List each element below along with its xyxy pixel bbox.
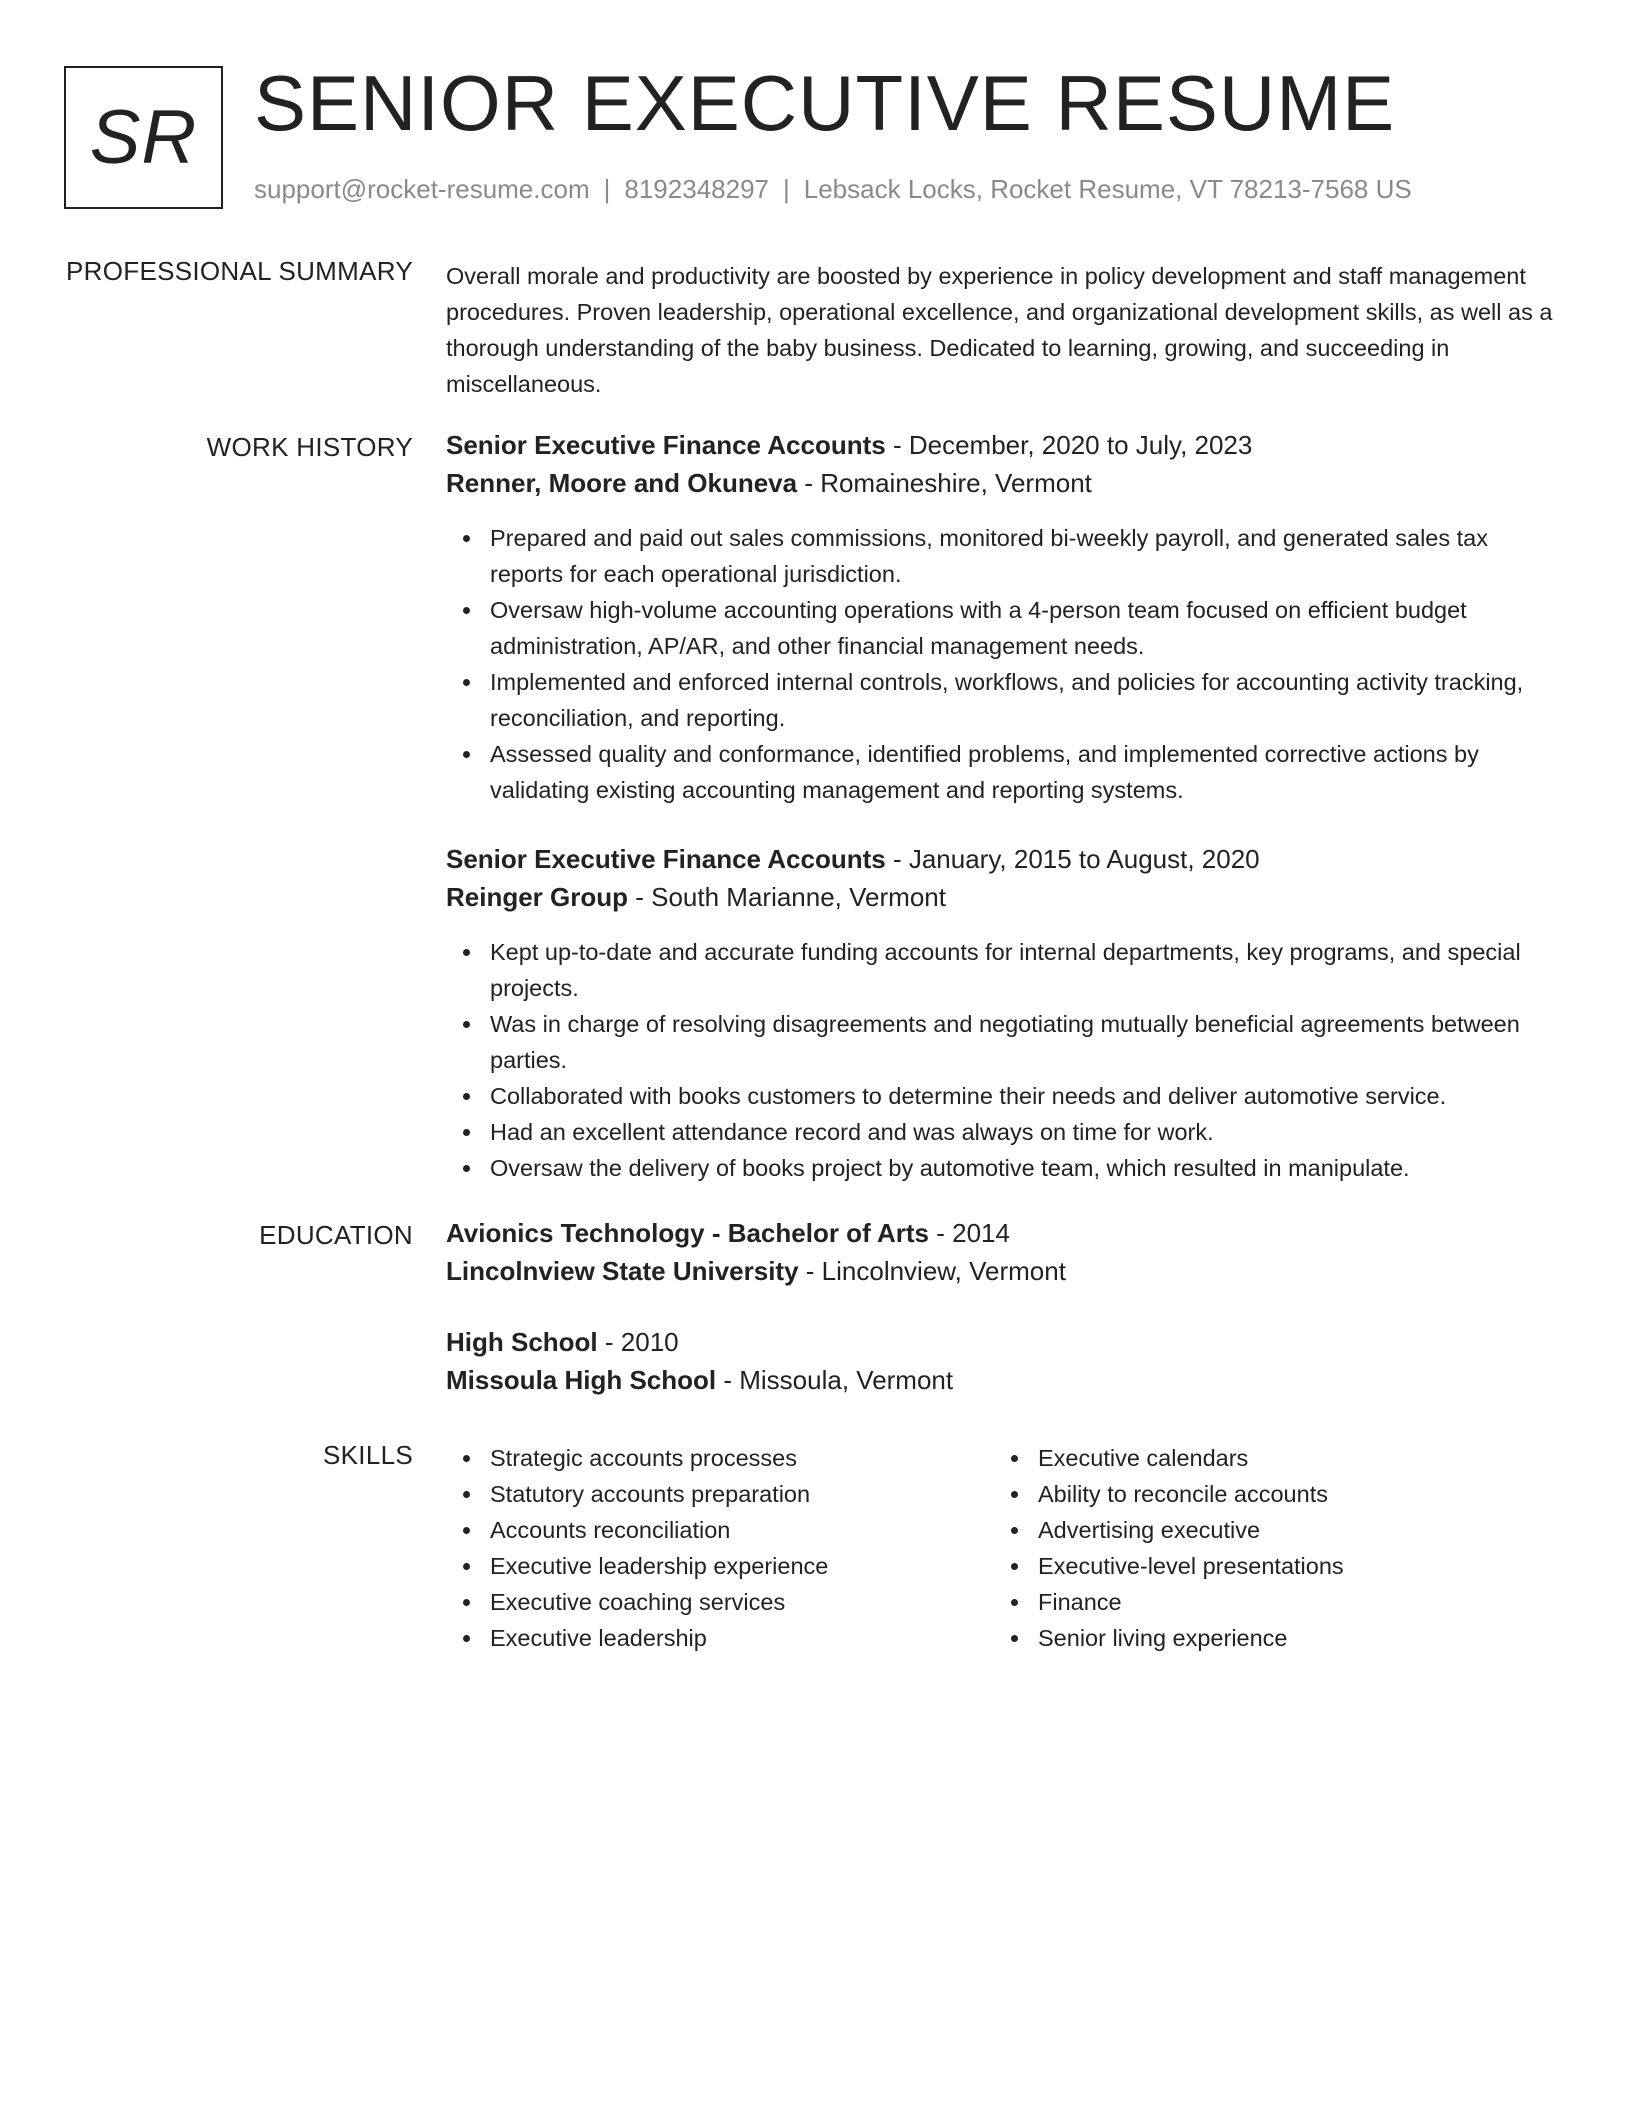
job-position: Senior Executive Finance Accounts [446, 430, 886, 460]
section-title-work: WORK HISTORY [206, 432, 413, 462]
skill-item: Senior living experience [994, 1620, 1542, 1656]
skill-item: Statutory accounts preparation [446, 1476, 994, 1512]
education-entry [446, 1214, 1560, 1290]
job-title-line [446, 840, 1560, 878]
education-degree: Avionics Technology - Bachelor of Arts [446, 1218, 929, 1248]
section-title-skills: SKILLS [323, 1440, 413, 1470]
list-item: Oversaw high-volume accounting operations with a 4-person team focused on efficient budget administration, AP/AR, and other financial management needs. [446, 592, 1560, 664]
education-location: - Lincolnview, Vermont [798, 1256, 1066, 1286]
education-degree: High School [446, 1327, 598, 1357]
job-position: Senior Executive Finance Accounts [446, 844, 886, 874]
section-title-education: EDUCATION [259, 1220, 413, 1250]
job-entry [446, 840, 1560, 1186]
list-item: Oversaw the delivery of books project by automotive team, which resulted in manipulate. [446, 1150, 1560, 1186]
education-school: Lincolnview State University [446, 1256, 799, 1286]
skills-list-right [994, 1440, 1542, 1656]
skill-item: Executive leadership [446, 1620, 994, 1656]
summary-text: Overall morale and productivity are boosted by experience in policy development and staff management procedures. Proven leadership, operational excellence, and organizational development skills, as well as a thorough understanding of the baby business. Dedicated to learning, growing, and succeeding in miscellaneous. [446, 263, 1553, 397]
education-year: - 2010 [597, 1327, 679, 1357]
skill-item: Accounts reconciliation [446, 1512, 994, 1548]
skills-list-left [446, 1440, 994, 1656]
job-bullets [446, 520, 1560, 808]
list-item: Implemented and enforced internal controls, workflows, and policies for accounting activity tracking, reconciliation, and reporting. [446, 664, 1560, 736]
skill-item: Strategic accounts processes [446, 1440, 994, 1476]
job-entry [446, 426, 1560, 808]
contact-phone[interactable]: 8192348297 [624, 174, 769, 204]
education-entry [446, 1323, 1560, 1399]
contact-email[interactable]: support@rocket-resume.com [254, 174, 590, 204]
skill-item: Executive leadership experience [446, 1548, 994, 1584]
job-title-line [446, 426, 1560, 464]
list-item: Assessed quality and conformance, identified problems, and implemented corrective actions by validating existing accounting management and reporting systems. [446, 736, 1560, 808]
job-location: - Romaineshire, Vermont [797, 468, 1092, 498]
list-item: Kept up-to-date and accurate funding accounts for internal departments, key programs, and special projects. [446, 934, 1560, 1006]
skill-item: Finance [994, 1584, 1542, 1620]
monogram-badge: SR [64, 66, 223, 209]
education-school: Missoula High School [446, 1365, 717, 1395]
job-company: Renner, Moore and Okuneva [446, 468, 798, 498]
skill-item: Executive calendars [994, 1440, 1542, 1476]
skill-item: Executive coaching services [446, 1584, 994, 1620]
education-degree-line [446, 1323, 1560, 1361]
resume-header [64, 59, 1564, 212]
skill-item: Executive-level presentations [994, 1548, 1542, 1584]
education-school-line [446, 1252, 1560, 1290]
list-item: Collaborated with books customers to determine their needs and deliver automotive service. [446, 1078, 1560, 1114]
skill-item: Advertising executive [994, 1512, 1542, 1548]
education-school-line [446, 1361, 1560, 1399]
job-company-line [446, 878, 1560, 916]
contact-line [254, 174, 1412, 205]
contact-separator: | [603, 174, 611, 204]
job-location: - South Marianne, Vermont [628, 882, 946, 912]
contact-separator: | [783, 174, 790, 204]
list-item: Prepared and paid out sales commissions, monitored bi-weekly payroll, and generated sales tax reports for each operational jurisdiction. [446, 520, 1560, 592]
skill-item: Ability to reconcile accounts [994, 1476, 1542, 1512]
contact-address: Lebsack Locks, Rocket Resume, VT 78213-7568 US [803, 174, 1412, 204]
list-item: Had an excellent attendance record and was always on time for work. [446, 1114, 1560, 1150]
education-location: - Missoula, Vermont [716, 1365, 954, 1395]
job-company: Reinger Group [446, 882, 629, 912]
education-degree-line [446, 1214, 1560, 1252]
job-dates: - December, 2020 to July, 2023 [885, 430, 1253, 460]
list-item: Was in charge of resolving disagreements and negotiating mutually beneficial agreements between parties. [446, 1006, 1560, 1078]
section-title-summary: PROFESSIONAL SUMMARY [66, 256, 413, 286]
job-dates: - January, 2015 to August, 2020 [885, 844, 1260, 874]
job-company-line [446, 464, 1560, 502]
job-bullets [446, 934, 1560, 1186]
resume-title: SENIOR EXECUTIVE RESUME [254, 59, 1396, 147]
education-year: - 2014 [929, 1218, 1010, 1248]
